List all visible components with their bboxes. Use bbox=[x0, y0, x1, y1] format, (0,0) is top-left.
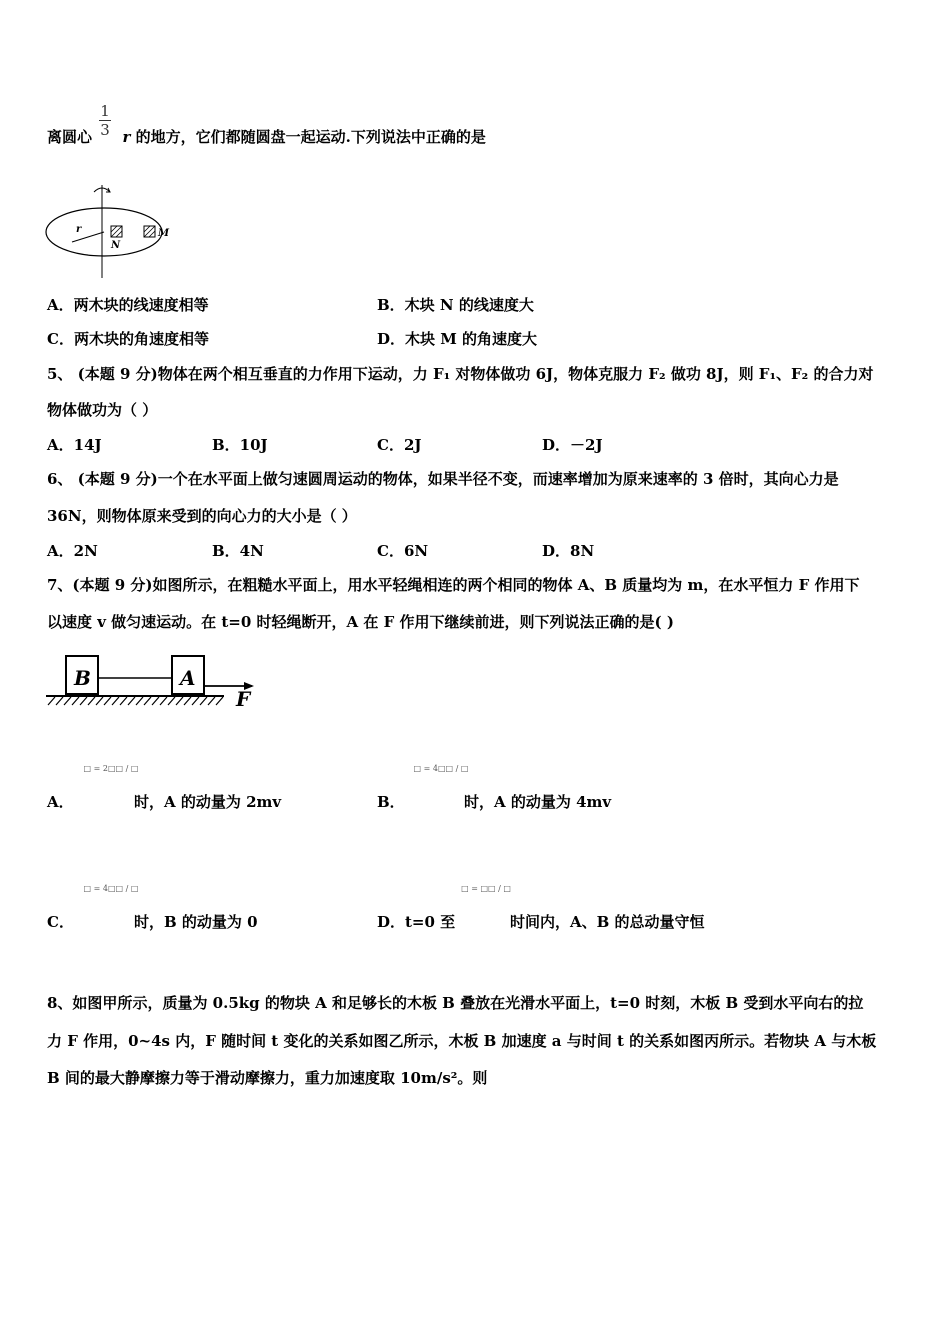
q6-line2: 36N，则物体原来受到的向心力的大小是（ ） bbox=[47, 507, 357, 525]
q7-option-a-label: A． bbox=[47, 793, 74, 811]
q5-option-d[interactable]: D．－2J bbox=[542, 436, 603, 454]
q7-option-b[interactable] bbox=[377, 792, 405, 812]
q4-option-b[interactable]: B．木块 N 的线速度大 bbox=[377, 296, 534, 314]
q4-option-a[interactable]: A．两木块的线速度相等 bbox=[47, 296, 209, 314]
q7-line1: 7、(本题 9 分)如图所示，在粗糙水平面上，用水平轻绳相连的两个相同的物体 A、B 质量均为 m，在水平恒力 F 作用下 bbox=[47, 576, 860, 594]
q7-option-d[interactable] bbox=[377, 912, 455, 932]
q6-option-c[interactable]: C．6N bbox=[377, 542, 429, 560]
q7-option-b-text[interactable]: 时，A 的动量为 4mv bbox=[464, 793, 612, 811]
q7-option-d-text[interactable]: 时间内，A、B 的总动量守恒 bbox=[510, 913, 705, 931]
q6-option-b[interactable]: B．4N bbox=[212, 542, 264, 560]
q7-option-d-label: D．t=0 至 bbox=[377, 913, 456, 931]
q7-option-b-label: B． bbox=[377, 793, 405, 811]
q4-option-c[interactable]: C．两木块的角速度相等 bbox=[47, 330, 209, 348]
q4-fraction bbox=[99, 102, 111, 139]
q8-line2: 力 F 作用，0~4s 内，F 随时间 t 变化的关系如图乙所示，木板 B 加速度 a 与时间 t 的关系如图丙所示。若物块 A 与木板 bbox=[47, 1032, 877, 1050]
q4-stem-r: r bbox=[122, 128, 131, 146]
q5-line2: 物体做功为（ ） bbox=[47, 401, 158, 419]
q5-option-b[interactable]: B．10J bbox=[212, 436, 268, 454]
q6-option-a[interactable]: A．2N bbox=[47, 542, 98, 560]
q6-option-d[interactable]: D．8N bbox=[542, 542, 595, 560]
q4-stem-prefix: 离圆心 bbox=[47, 128, 93, 146]
q7-option-d-formula: □ = □□ / □ bbox=[461, 884, 511, 893]
block-b-label: B bbox=[74, 666, 91, 690]
q7-option-a[interactable] bbox=[47, 792, 74, 812]
q8-line3: B 间的最大静摩擦力等于滑动摩擦力，重力加速度取 10m/s²。则 bbox=[47, 1069, 488, 1087]
q8-line1: 8、如图甲所示，质量为 0.5kg 的物块 A 和足够长的木板 B 叠放在光滑水平面上，t=0 时刻，木板 B 受到水平向右的拉 bbox=[47, 994, 864, 1012]
force-f-label: F bbox=[236, 687, 251, 711]
q7-line2: 以速度 v 做匀速运动。在 t=0 时轻绳断开，A 在 F 作用下继续前进，则下列说法正确的是( ) bbox=[47, 613, 674, 631]
turntable-figure bbox=[42, 180, 182, 280]
q7-option-c[interactable] bbox=[47, 912, 74, 932]
q5-option-c[interactable]: C．2J bbox=[377, 436, 422, 454]
q4-frac-den: 3 bbox=[100, 121, 110, 139]
q5-option-a[interactable]: A．14J bbox=[47, 436, 102, 454]
q4-stem-suffix: 的地方，它们都随圆盘一起运动.下列说法中正确的是 bbox=[135, 128, 486, 146]
q5-line1: 5、 (本题 9 分)物体在两个相互垂直的力作用下运动，力 F₁ 对物体做功 6J，物体克服力 F₂ 做功 8J，则 F₁、F₂ 的合力对 bbox=[47, 365, 874, 383]
q7-option-c-text[interactable]: 时，B 的动量为 0 bbox=[134, 913, 258, 931]
q7-option-a-formula: □ = 2□□ / □ bbox=[83, 764, 139, 773]
q6-line1: 6、 (本题 9 分)一个在水平面上做匀速圆周运动的物体，如果半径不变，而速率增加为原来速率的 3 倍时，其向心力是 bbox=[47, 470, 839, 488]
q7-option-b-formula: □ = 4□□ / □ bbox=[413, 764, 469, 773]
blocks-figure bbox=[44, 648, 264, 718]
q4-frac-num: 1 bbox=[100, 102, 110, 120]
q7-option-c-label: C． bbox=[47, 913, 74, 931]
figure-label-n: N bbox=[111, 240, 121, 251]
q4-option-d[interactable]: D．木块 M 的角速度大 bbox=[377, 330, 538, 348]
figure-label-m: M bbox=[158, 228, 170, 239]
q7-option-a-text[interactable]: 时，A 的动量为 2mv bbox=[134, 793, 282, 811]
figure-label-r: r bbox=[76, 224, 82, 235]
q4-stem bbox=[47, 127, 486, 147]
q7-option-c-formula: □ = 4□□ / □ bbox=[83, 884, 139, 893]
block-a-label: A bbox=[180, 666, 196, 690]
